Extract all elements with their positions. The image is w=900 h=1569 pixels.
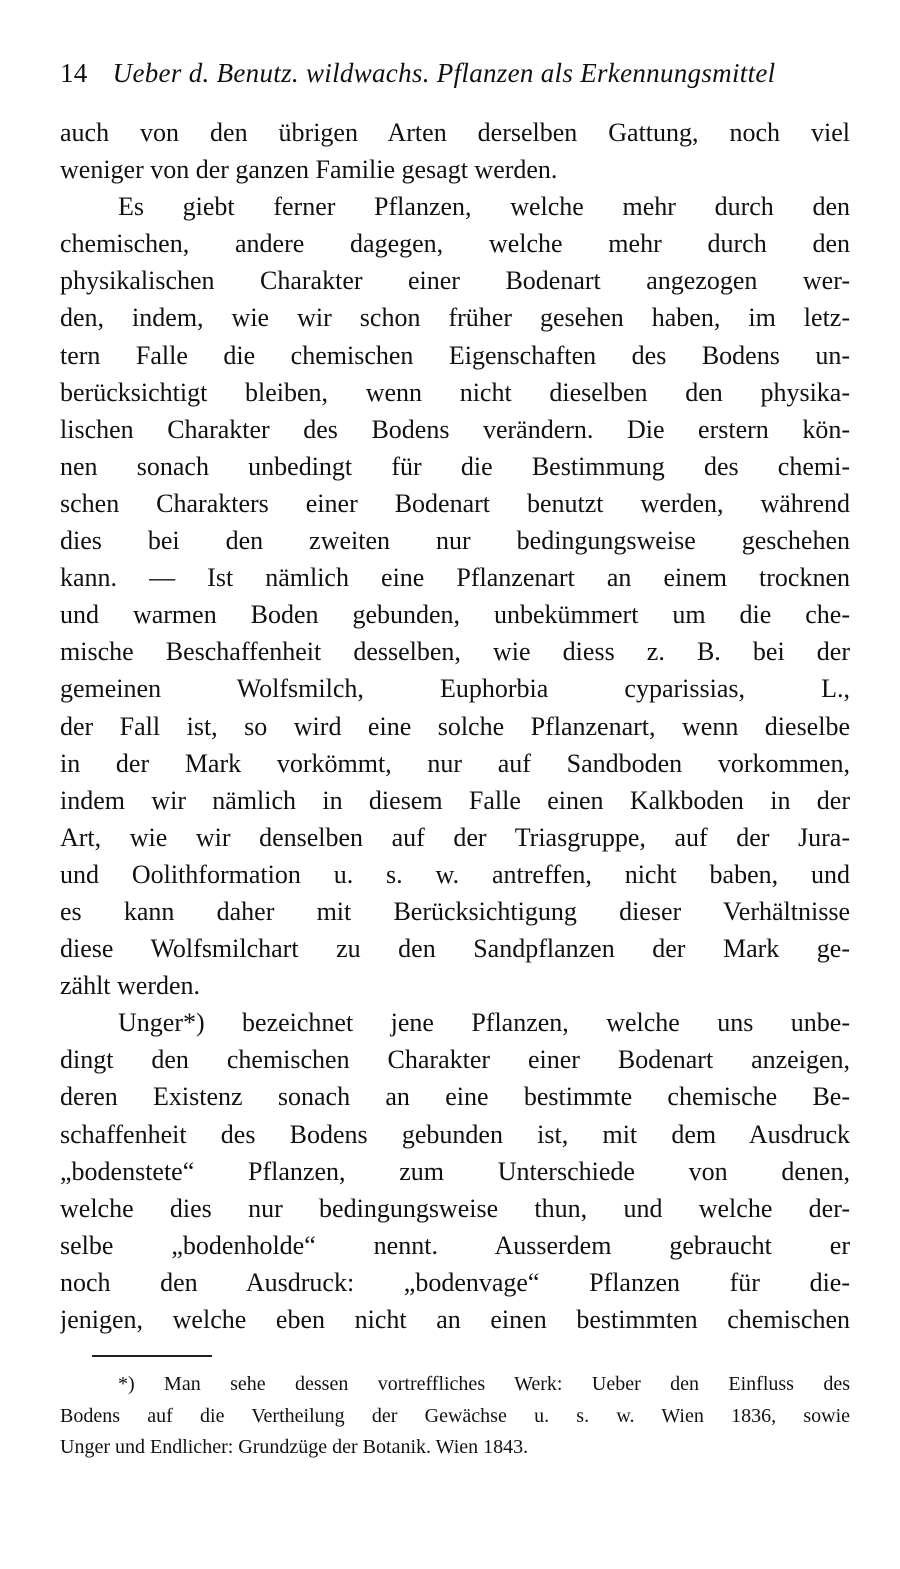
text-line: Art, wie wir denselben auf der Triasgruppe, auf der Jura- — [60, 822, 850, 852]
footnote-line: *) Man sehe dessen vortreffliches Werk: Ueber den Einfluss des — [118, 1373, 850, 1396]
text-line: in der Mark vorkömmt, nur auf Sandboden vorkommen, — [60, 748, 850, 778]
body-text — [60, 114, 850, 1338]
text-line: zählt werden. — [60, 971, 201, 1001]
text-line: selbe „bodenholde“ nennt. Ausserdem gebraucht er — [60, 1230, 850, 1260]
text-line: indem wir nämlich in diesem Falle einen Kalkboden in der — [60, 785, 850, 815]
text-line: tern Falle die chemischen Eigenschaften des Bodens un- — [60, 340, 850, 370]
text-line: deren Existenz sonach an eine bestimmte chemische Be- — [60, 1082, 850, 1112]
text-line: und Oolithformation u. s. w. antreffen, nicht baben, und — [60, 859, 850, 889]
text-line: schaffenheit des Bodens gebunden ist, mit dem Ausdruck — [60, 1119, 850, 1149]
text-line: diese Wolfsmilchart zu den Sandpflanzen der Mark ge- — [60, 934, 850, 964]
text-line: Es giebt ferner Pflanzen, welche mehr durch den — [118, 192, 850, 222]
text-line: es kann daher mit Berücksichtigung dieser Verhältnisse — [60, 896, 850, 926]
text-line: auch von den übrigen Arten derselben Gattung, noch viel — [60, 118, 850, 147]
text-line: jenigen, welche eben nicht an einen bestimmten chemischen — [60, 1305, 850, 1334]
page-number: 14 — [60, 58, 88, 88]
text-line: weniger von der ganzen Familie gesagt werden. — [60, 155, 558, 185]
text-line: dingt den chemischen Charakter einer Bodenart anzeigen, — [60, 1045, 850, 1075]
footnote-divider — [92, 1355, 212, 1357]
text-line: schen Charakters einer Bodenart benutzt werden, während — [60, 488, 850, 518]
text-line: gemeinen Wolfsmilch, Euphorbia cyparissias, L., — [60, 674, 850, 704]
text-line: welche dies nur bedingungsweise thun, und welche der- — [60, 1193, 850, 1223]
text-line: lischen Charakter des Bodens verändern. Die erstern kön- — [60, 414, 850, 444]
text-line: dies bei den zweiten nur bedingungsweise geschehen — [60, 526, 850, 556]
running-head — [60, 50, 850, 96]
text-line: berücksichtigt bleiben, wenn nicht dieselben den physika- — [60, 377, 850, 407]
text-line: den, indem, wie wir schon früher gesehen haben, im letz- — [60, 303, 850, 333]
running-title: Ueber d. Benutz. wildwachs. Pflanzen als Erkennungsmittel — [112, 58, 776, 88]
text-line: der Fall ist, so wird eine solche Pflanzenart, wenn dieselbe — [60, 711, 850, 741]
text-line: mische Beschaffenheit desselben, wie diess z. B. bei der — [60, 637, 850, 667]
text-line: und warmen Boden gebunden, unbekümmert um die che- — [60, 600, 850, 630]
footnote — [60, 1369, 850, 1464]
text-line: noch den Ausdruck: „bodenvage“ Pflanzen für die- — [60, 1267, 850, 1297]
footnote-line: Unger und Endlicher: Grundzüge der Botanik. Wien 1843. — [60, 1436, 529, 1459]
footnote-line: Bodens auf die Vertheilung der Gewächse u. s. w. Wien 1836, sowie — [60, 1404, 850, 1427]
book-page — [60, 50, 850, 1464]
text-line: „bodenstete“ Pflanzen, zum Unterschiede von denen, — [60, 1156, 850, 1186]
text-line: Unger*) bezeichnet jene Pflanzen, welche uns unbe- — [118, 1008, 850, 1038]
text-line: kann. — Ist nämlich eine Pflanzenart an einem trocknen — [60, 563, 850, 593]
text-line: chemischen, andere dagegen, welche mehr durch den — [60, 229, 850, 259]
text-line: physikalischen Charakter einer Bodenart angezogen wer- — [60, 266, 850, 296]
text-line: nen sonach unbedingt für die Bestimmung des chemi- — [60, 451, 850, 481]
